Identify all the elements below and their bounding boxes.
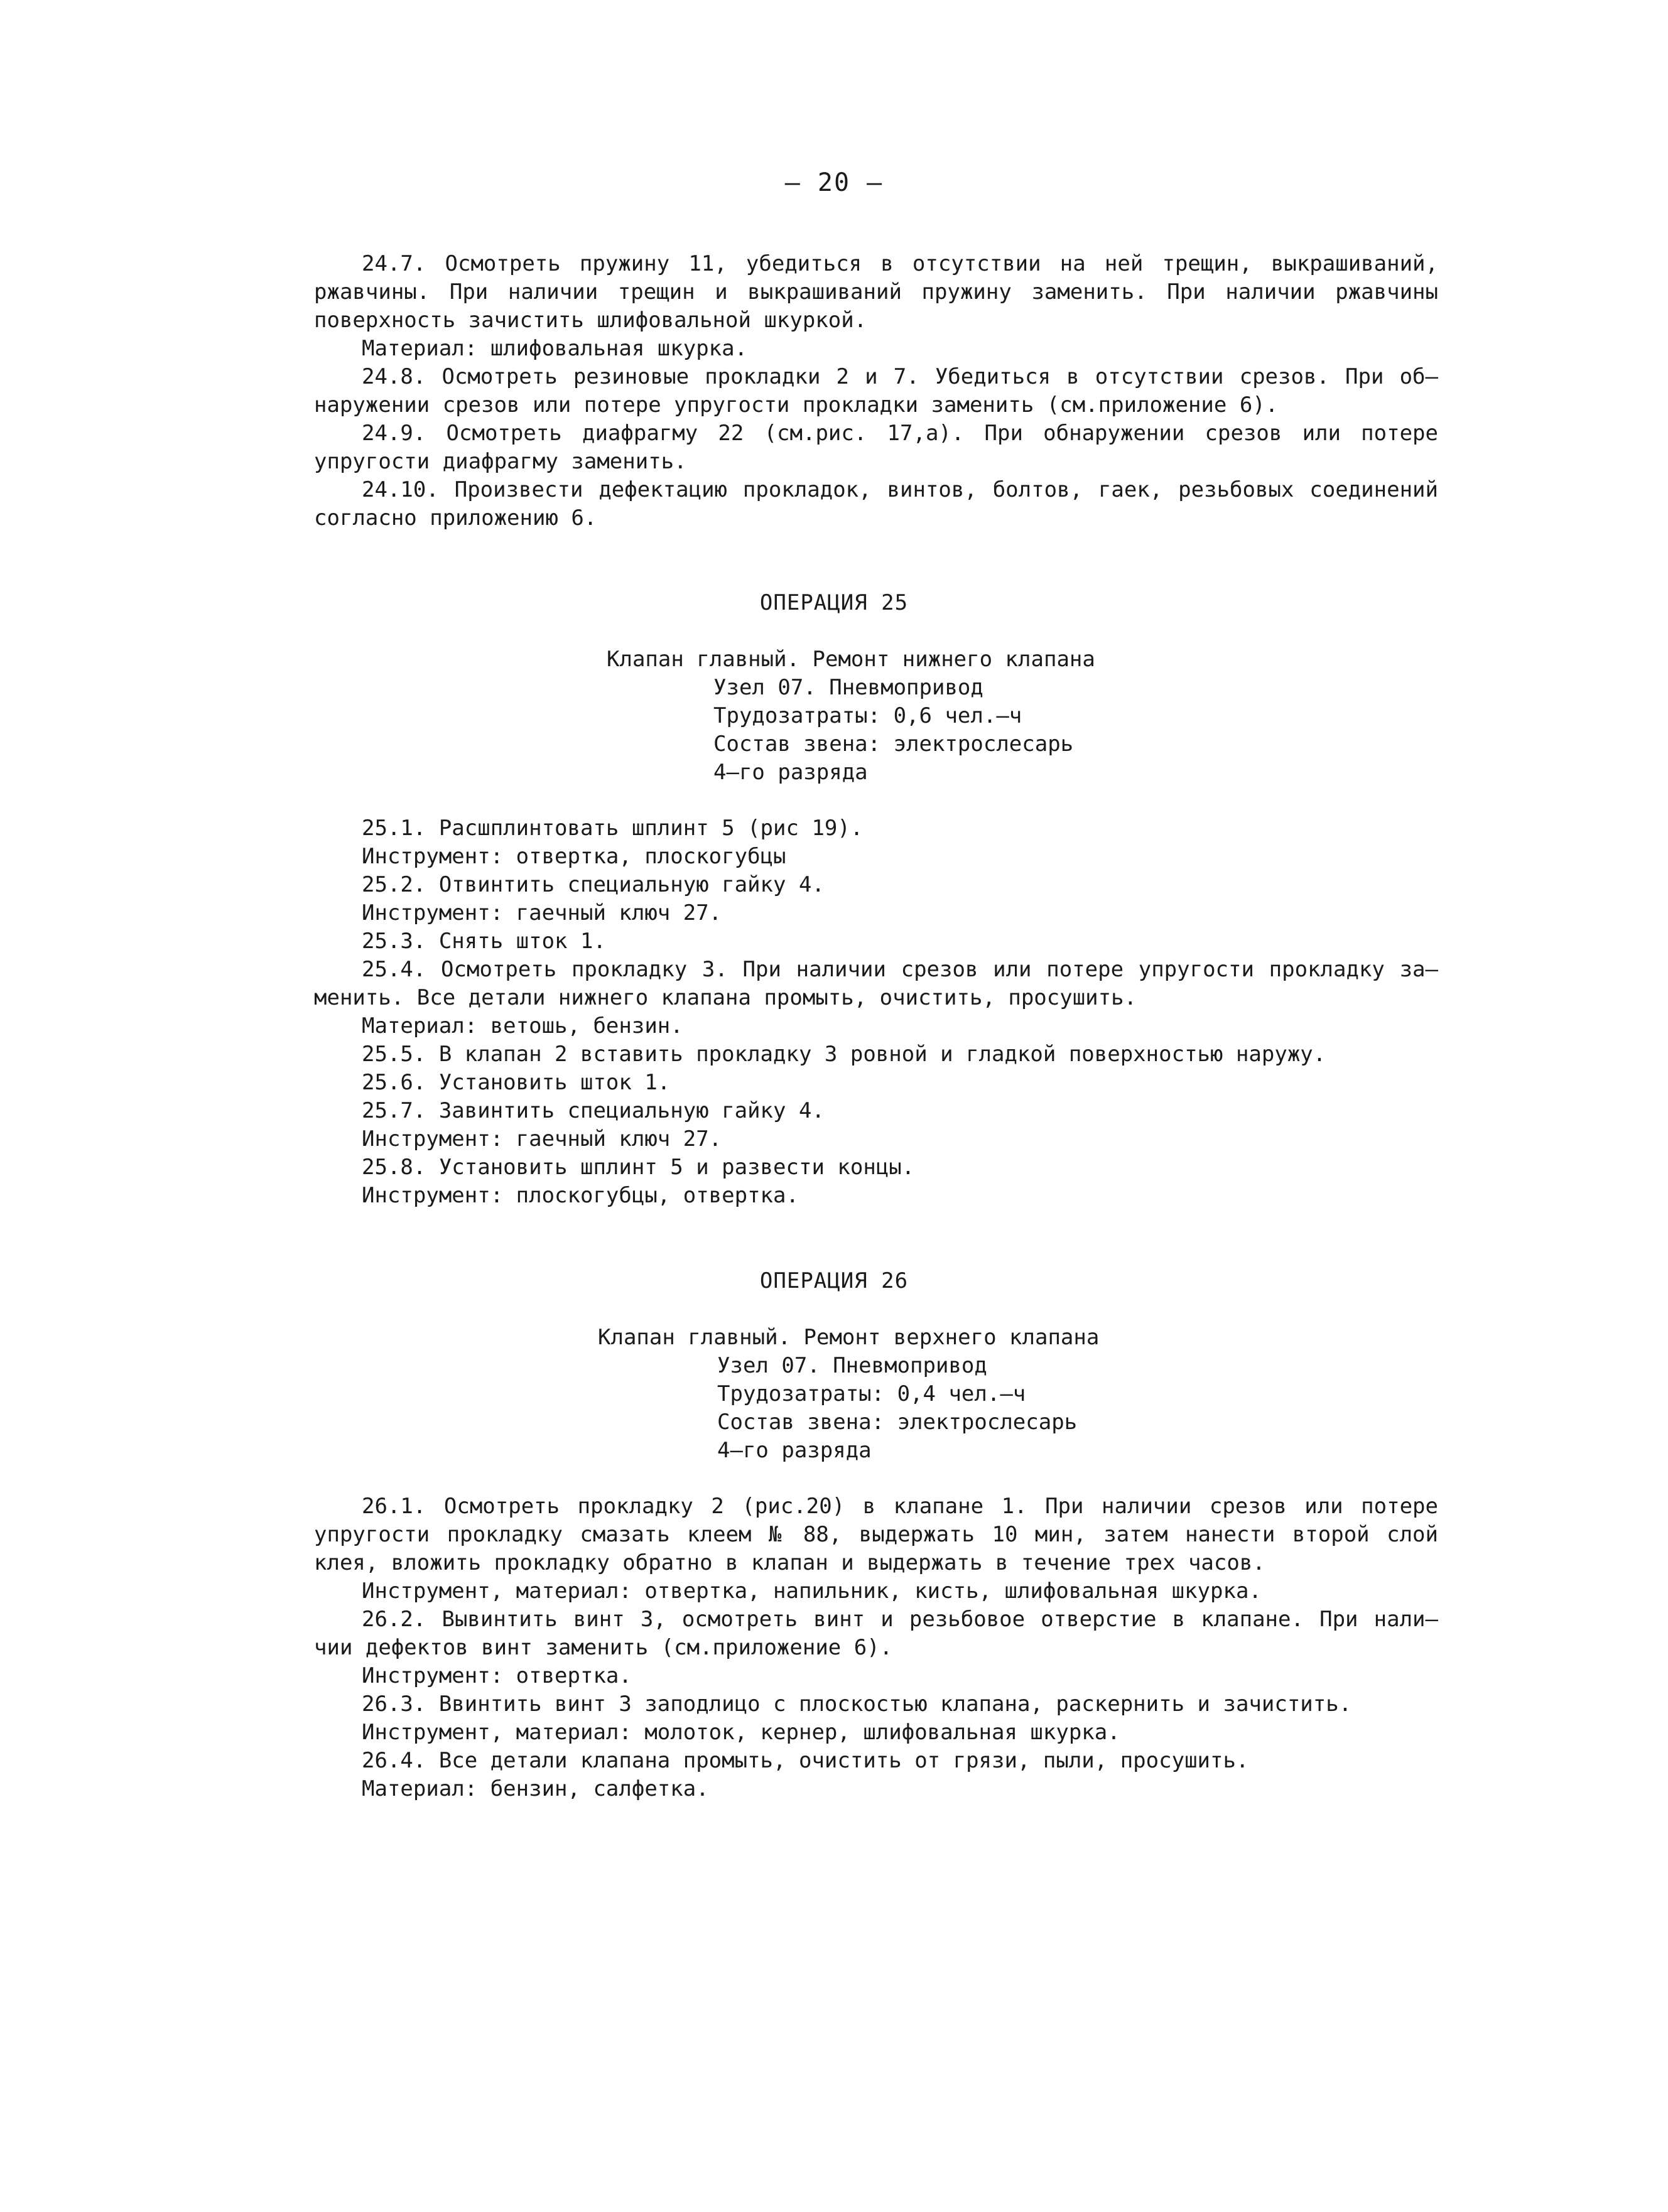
text-line: клея, вложить прокладку обратно в клапан и выдержать в течение трех часов. (314, 1550, 1265, 1575)
operation-26-crew: Состав звена: электрослесарь (717, 1410, 1078, 1435)
operation-25-labor: Трудозатраты: 0,6 чел.–ч (713, 703, 1022, 728)
text-line: Инструмент: гаечный ключ 27. (362, 1126, 722, 1152)
text-line: Инструмент: гаечный ключ 27. (362, 900, 722, 925)
text-line: Инструмент: отвертка, плоскогубцы (362, 844, 786, 869)
operation-26-heading: ОПЕРАЦИЯ 26 (759, 1268, 909, 1293)
operation-26-title: Клапан главный. Ремонт верхнего клапана (598, 1325, 1100, 1350)
text-line: ржавчины. При наличии трещин и выкрашиваний пружину заменить. При наличии ржавчины (314, 279, 1438, 305)
operation-25-steps (314, 814, 1438, 1210)
operation-25-grade: 4–го разряда (713, 760, 868, 785)
page-number: – 20 – (784, 168, 884, 197)
operation-25-crew: Состав звена: электрослесарь (713, 731, 1074, 757)
text-line: 24.7. Осмотреть пружину 11, убедиться в отсутствии на ней трещин, выкрашиваний, (362, 251, 1438, 276)
text-line: 25.2. Отвинтить специальную гайку 4. (362, 872, 825, 897)
text-line: наружении срезов или потере упругости прокладки заменить (см.приложение 6). (314, 392, 1279, 418)
text-line: 25.3. Снять шток 1. (362, 929, 606, 954)
text-line: 25.1. Расшплинтовать шплинт 5 (рис 19). (362, 816, 864, 841)
text-line: 26.3. Ввинтить винт 3 заподлицо с плоскостью клапана, раскернить и зачистить. (362, 1691, 1352, 1717)
text-line: Материал: ветошь, бензин. (362, 1013, 683, 1039)
operation-26-steps (314, 1492, 1438, 1803)
text-line: Инструмент, материал: отвертка, напильник, кисть, шлифовальная шкурка. (362, 1578, 1262, 1604)
operation-26-node: Узел 07. Пневмопривод (717, 1353, 987, 1378)
text-line: 25.7. Завинтить специальную гайку 4. (362, 1098, 825, 1123)
text-line: согласно приложению 6. (314, 505, 597, 531)
text-line: поверхность зачистить шлифовальной шкуркой. (314, 308, 867, 333)
text-line: 25.4. Осмотреть прокладку 3. При наличии срезов или потере упругости прокладку за– (362, 957, 1438, 982)
text-line: 25.8. Установить шплинт 5 и развести концы. (362, 1155, 915, 1180)
section-24 (314, 250, 1438, 532)
text-line: 25.5. В клапан 2 вставить прокладку 3 ровной и гладкой поверхностью наружу. (362, 1042, 1326, 1067)
text-line: Материал: шлифовальная шкурка. (362, 336, 748, 361)
text-line: 26.2. Вывинтить винт 3, осмотреть винт и резьбовое отверстие в клапане. При нали– (362, 1607, 1438, 1632)
operation-26-grade: 4–го разряда (717, 1438, 872, 1463)
text-line: 24.8. Осмотреть резиновые прокладки 2 и 7. Убедиться в отсутствии срезов. При об– (362, 364, 1438, 389)
text-line: упругости прокладку смазать клеем № 88, выдержать 10 мин, затем нанести второй слой (314, 1522, 1438, 1547)
text-line: 24.9. Осмотреть диафрагму 22 (см.рис. 17,а). При обнаружении срезов или потере (362, 421, 1438, 446)
text-line: 25.6. Установить шток 1. (362, 1070, 671, 1095)
text-line: Инструмент: плоскогубцы, отвертка. (362, 1183, 799, 1208)
operation-25-node: Узел 07. Пневмопривод (713, 675, 983, 700)
text-line: 26.1. Осмотреть прокладку 2 (рис.20) в клапане 1. При наличии срезов или потере (362, 1494, 1438, 1519)
operation-25-heading: ОПЕРАЦИЯ 25 (759, 590, 909, 615)
text-line: Инструмент: отвертка. (362, 1663, 632, 1688)
operation-25-title: Клапан главный. Ремонт нижнего клапана (607, 647, 1095, 672)
text-line: 26.4. Все детали клапана промыть, очистить от грязи, пыли, просушить. (362, 1748, 1249, 1773)
text-line: упругости диафрагму заменить. (314, 449, 687, 474)
text-line: чии дефектов винт заменить (см.приложение 6). (314, 1635, 893, 1660)
text-line: менить. Все детали нижнего клапана промыть, очистить, просушить. (314, 985, 1137, 1010)
text-line: Инструмент, материал: молоток, кернер, шлифовальная шкурка. (362, 1720, 1120, 1745)
operation-26-labor: Трудозатраты: 0,4 чел.–ч (717, 1381, 1026, 1406)
text-line: Материал: бензин, салфетка. (362, 1776, 709, 1801)
text-line: 24.10. Произвести дефектацию прокладок, винтов, болтов, гаек, резьбовых соединений (362, 477, 1438, 502)
